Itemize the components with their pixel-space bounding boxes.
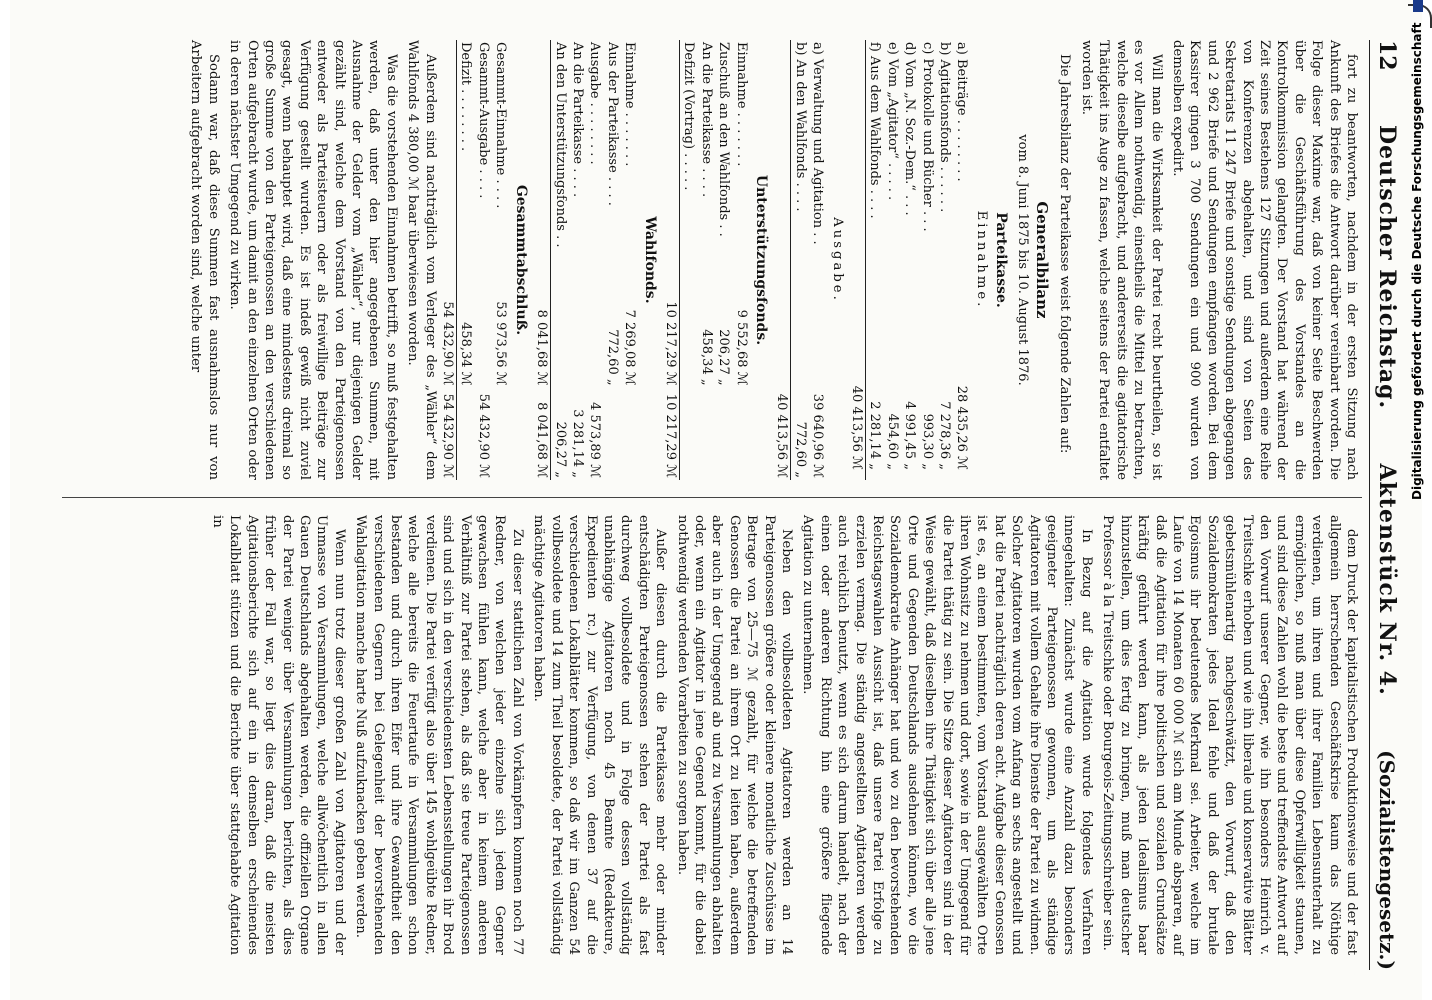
total-value: 10 217,29 ℳ <box>662 295 680 387</box>
table-row <box>715 40 732 480</box>
bilanz-period: vom 8. Juni 1875 bis 10. August 1876. <box>1014 134 1030 386</box>
dfg-logo-icon <box>1413 0 1423 12</box>
table-row <box>457 40 475 480</box>
right-column <box>205 515 1360 955</box>
row-value: 454,60 „ <box>884 413 900 470</box>
column-divider <box>62 497 1362 498</box>
row-value: 54 432,90 ℳ <box>475 393 491 478</box>
header-right: (Sozialistengesetz.) <box>1375 750 1399 970</box>
table-row <box>809 40 826 480</box>
header-title: Deutscher Reichstag. <box>1374 124 1400 410</box>
row-label: Aus der Parteikasse . . . . <box>604 42 620 206</box>
ausgabe-table <box>773 40 826 480</box>
row-value: 39 640,96 ℳ <box>810 393 826 478</box>
document-page <box>10 0 1422 1000</box>
paragraph: Wenn nun trotz dieser großen Zahl von Agitatoren und der Unmasse von Versammlungen, welche allwöchentlich in allen Gauen Deutschlands abgehalten werden, die offiziellen Organe der Partei weniger über Versammlungen berichten, als dies früher der Fall war, so liegt dies daran, daß die meisten Agitationsberichte sich auf ein in demselben erscheinendes Lokalblatt stützen und die Berichte über stattgehabte Agitation in <box>210 515 347 955</box>
table-row <box>551 40 569 480</box>
table-total-row <box>662 40 680 480</box>
total-value: 54 432,90 ℳ <box>439 295 457 387</box>
einnahme-label: Einnahme. <box>973 210 989 310</box>
row-label: Gesammt-Ausgabe . . . . <box>475 42 491 199</box>
row-value: 206,27 „ <box>552 421 568 478</box>
bilanz-title: Generalbilanz <box>1033 201 1052 319</box>
row-label: An die Parteikasse . . . . <box>569 42 585 198</box>
left-column <box>183 40 1360 480</box>
total-value: 8 041,68 ℳ <box>533 388 551 480</box>
table-row <box>621 40 638 480</box>
header-section: Aktenstück Nr. 4. <box>1374 463 1400 696</box>
total-value: 8 041,68 ℳ <box>533 295 551 387</box>
paragraph: Außer diesen durch die Parteikasse mehr oder minder entschädigten Parteigenossen stehen der Partei als fast durchweg vollbesoldete und in Folge dessen vollständig unabhängige Agitatoren noch 45 Beamte (Redakteure, Expedienten rc.) zur Verfügung, von denen 37 auf die verschiedenen Lokalblätter kommen, so daß wir im Ganzen 54 vollbesoldete und 14 zum Theil besoldete, der Partei vollständig mächtige Agitatoren haben. <box>531 515 669 955</box>
row-label: Gesammt-Einnahme . . . . <box>493 42 509 209</box>
table-row <box>586 40 603 480</box>
row-label: An den Unterstützungsfonds . . <box>552 42 568 248</box>
row-value: 772,60 „ <box>604 329 620 386</box>
paragraph: Zu dieser stattlichen Zahl von Vorkämpfern kommen noch 77 Redner, von welchen jeder einzelne sich jedem Gegner gewachsen fühlen kann, welche aber in keinem anderen Verhältniß zur Partei stehen, als daß sie treue Parteigenossen sind und sich in den verschiedensten Lebensstellungen ihr Brod verdienen. Die Partei verfügt also über 145 wohlgeübte Redner, welche alle bereits die Feuertaufe in Versammlungen schon bestanden und durch ihren Eifer und ihre Gewandtheit den verschiedenen Gegnern bei Gelegenheit der bevorstehenden Wahlagitation manche harte Nuß aufzuknacken geben werden. <box>353 515 525 955</box>
wahl-title: Wahlfonds. <box>641 216 658 304</box>
row-value: 2 281,14 „ <box>867 401 883 470</box>
total-value: 40 413,56 ℳ <box>773 303 791 480</box>
row-label: Ausgabe . . . . . . . . <box>587 42 603 165</box>
row-label: c) Protokolle und Bücher . . . <box>919 42 935 232</box>
table-total-row <box>773 40 791 480</box>
page-number: 12 <box>1374 40 1400 71</box>
paragraph: Außerdem sind nachträglich vom Verleger des „Wähler“ dem Wahlfonds 4 380,00 ℳ baar überwiesen worden. <box>405 40 438 480</box>
table-total-row <box>439 40 457 480</box>
row-label: b) Agitationsfonds . . . . . . <box>937 42 953 213</box>
row-value: 772,60 „ <box>792 421 808 478</box>
paragraph: Neben den vollbesoldeten Agitatoren werden an 14 Parteigenossen größere oder kleinere monatliche Zuschüsse im Betrage von 25—75 ℳ gezahlt, für welche die betreffenden Genossen die Partei an ihrem Ort zu leiten haben, außerdem aber auch in der Umgegend ab und zu Versammlungen abhalten oder, wenn ein Agitator in jene Gegend kommt, für die dabei nothwendig werdenden Vorarbeiten zu sorgen haben. <box>674 515 794 955</box>
total-value: 10 217,29 ℳ <box>662 388 680 480</box>
row-value: 9 552,68 ℳ <box>733 309 749 386</box>
row-value: 53 973,56 ℳ <box>493 301 509 386</box>
table-row <box>732 40 749 480</box>
row-label: e) Vom „Agitator“ . . . . . <box>884 42 900 201</box>
row-value: 206,27 „ <box>716 329 732 386</box>
row-value: 458,34 ℳ <box>458 322 474 386</box>
row-label: An die Parteikasse . . . . <box>698 42 714 198</box>
wahl-table <box>533 40 638 480</box>
paragraph: fort zu beantworten, nachdem in der ersten Sitzung nach Ankunft des Briefes die Antwort darüber vereinbart worden. Die Folge dieser Maxime war, daß von keiner Seite Beschwerden über die Geschäftsführung des Vorstandes an die Kontrolkommission gelangten. Der Vorstand hat während der Zeit seines Bestehens 127 Sitzungen und außerdem eine Reihe von Konferenzen abgehalten, und sind von Seiten des Sekretariats 11 247 Briefe und sonstige Sendungen abgegangen und 2 962 Briefe und Sendungen empfangen worden. Bei dem Kassirer gingen 3 700 Sendungen ein und 900 wurden von demselben expedirt. <box>1169 40 1359 480</box>
paragraph: Will man die Wirksamkeit der Partei recht beurtheilen, so ist es vor Allem nothwendig, einestheils die Mittel zu betrachten, welche dieselbe aufgebracht, und andererseits die agitatorische Thätigkeit ins Auge zu fassen, welche seitens der Partei entfaltet worden ist. <box>1078 40 1164 480</box>
total-value: 40 413,56 ℳ <box>848 295 866 472</box>
gesamt-table <box>439 40 510 480</box>
table-row <box>569 40 586 480</box>
paragraph: Was die vorstehenden Einnahmen betrifft, so muß festgehalten werden, daß unter den hier angegebenen Summen, mit Ausnahme der Gelder vom „Wähler“, nur diejenigen Gelder gezählt sind, welche dem Vorstand von den Parteigenossen entweder als Parteisteuern oder als freiwillige Beiträge zur Verfügung gestellt wurden. Es ist indeß gewiß nicht zuviel gesagt, wenn behauptet wird, daß eine mindestens dreimal so große Summe von den Parteigenossen an den verschiedenen Orten aufgebracht wurde, um damit an den einzelnen Orten oder in deren nächster Umgegend zu wirken. <box>227 40 399 480</box>
table-row <box>936 40 953 480</box>
row-label: b) An den Wahlfonds . . . . <box>792 42 808 212</box>
table-row <box>901 40 918 480</box>
table-row <box>866 40 884 480</box>
row-value: 4 573,89 ℳ <box>587 402 603 478</box>
row-value: 4 991,45 „ <box>902 401 918 470</box>
digitization-credit <box>1410 0 1424 500</box>
row-value <box>679 295 697 387</box>
row-value: 993,30 „ <box>919 413 935 470</box>
row-value: 28 435,26 ℳ <box>954 385 970 470</box>
paragraph: Die Jahresbilanz der Parteikasse weist folgende Zahlen auf: <box>1057 54 1073 454</box>
row-label: Einnahme . . . . . . . <box>733 42 749 167</box>
einnahme-table <box>848 40 971 480</box>
table-total-row <box>533 40 551 480</box>
page-header <box>1369 40 1404 970</box>
unterst-table <box>662 40 750 480</box>
table-row <box>697 40 714 480</box>
row-label: Einnahme . . . . . . . <box>622 42 638 167</box>
table-row <box>492 40 509 480</box>
table-row <box>791 40 809 480</box>
row-label: d) Vom „N. Soz.-Dem.“ . . . <box>902 42 918 216</box>
row-value: 7 278,36 „ <box>937 401 953 470</box>
paragraph: dem Druck der kapitalistischen Produktionsweise und der fast allgemein herrschenden Geschäftskrise kaum das Nöthige verdienen, um ihren und ihrer Familien Lebensunterhalt zu ermöglichen, so muß man über diese Opferwilligkeit staunen, und sind diese Zahlen wohl die beste und treffendste Antwort auf den Vorwurf unserer Gegner, wie ihn besonders Heinrich v. Treitschke erhoben und wie ihn liberale und konservative Blätter gebetsmühlenartig nachgeschwätzt, den Vorwurf, daß den Sozialdemokraten jedes Ideal fehle und daß der brutale Egoismus ihr bedeutendes Merkmal sei. Arbeiter, welche im Laufe von 14 Monaten 60 000 ℳ sich am Munde absparen, auf daß die Agitation für ihre politischen und sozialen Grundsätze kräftig geführt werden kann, als jeden Idealismus baar hinzustellen, um dies fertig zu bringen, muß man deutscher Professor à la Treitschke oder Bourgeois-Zeitungsschreiber sein. <box>1100 515 1359 955</box>
total-value: 54 432,90 ℳ <box>439 388 457 480</box>
ausgabe-label: Ausgabe. <box>829 217 845 303</box>
table-row <box>883 40 900 480</box>
row-label: Defizit . . . . . . . . <box>458 42 474 152</box>
table-row <box>953 40 970 480</box>
paragraph: In Bezug auf die Agitation wurde folgendes Verfahren innegehalten: Zunächst wurde eine Anzahl dazu besonders geeigneter Parteigenossen gewonnen, um als ständige Agitatoren mit vollem Gehalte ihre Dienste der Partei zu widmen. Solcher Agitatoren wurden vom Anfang an sechs angestellt und hat die Partei nachträglich deren acht. Aufgabe dieser Genossen ist es, an einem bestimmten, vom Vorstand ausgewählten Orte ihren Wohnsitz zu nehmen und dort, sowie in der Umgegend für die Partei thätig zu sein. Die Sitze dieser Agitatoren sind in der Weise gewählt, daß dieselben ihre Thätigkeit sich über alle jene Orte und Gegenden Deutschlands ausdehnen können, wo die Sozialdemokratie Anhänger hat und wo zu den bevorstehenden Reichstagswahlen Aussicht ist, daß unsere Partei Erfolge zu erzielen vermag. Die ständig angestellten Agitatoren werden auch reichlich benutzt, wenn es sich darum handelt, nach der einen oder anderen Richtung hin eine größere fliegende Agitation zu unternehmen. <box>800 515 1094 955</box>
table-row <box>603 40 620 480</box>
table-row <box>475 40 492 480</box>
table-row <box>679 40 697 480</box>
unterst-title: Unterstützungsfonds. <box>753 174 769 346</box>
row-value: 458,34 „ <box>698 329 714 386</box>
row-label: f) Aus dem Wahlfonds . . . . <box>867 42 883 219</box>
row-label: a) Beiträge . . . . . . . . <box>954 42 970 182</box>
row-label: a) Verwaltung und Agitation . . <box>810 42 826 245</box>
credit-text: Digitalisierung gefördert durch die Deutsche Forschungsgemeinschaft <box>1410 22 1424 500</box>
row-label: Zuschuß an den Wahlfonds . . <box>716 42 732 237</box>
row-label: Defizit (Vortrag) . . . . . <box>681 42 697 191</box>
partei-title: Parteikasse. <box>993 212 1010 308</box>
paragraph: Sodann war, daß diese Summen fast ausnahmslos nur von Arbeitern aufgebracht worden sind, welche unter <box>188 40 221 480</box>
row-value: 7 269,08 ℳ <box>622 309 638 386</box>
gesamt-title: Gesammtabschluß. <box>512 184 529 336</box>
row-value: 3 281,14 „ <box>569 409 585 478</box>
table-total-row <box>848 40 866 480</box>
table-row <box>918 40 935 480</box>
